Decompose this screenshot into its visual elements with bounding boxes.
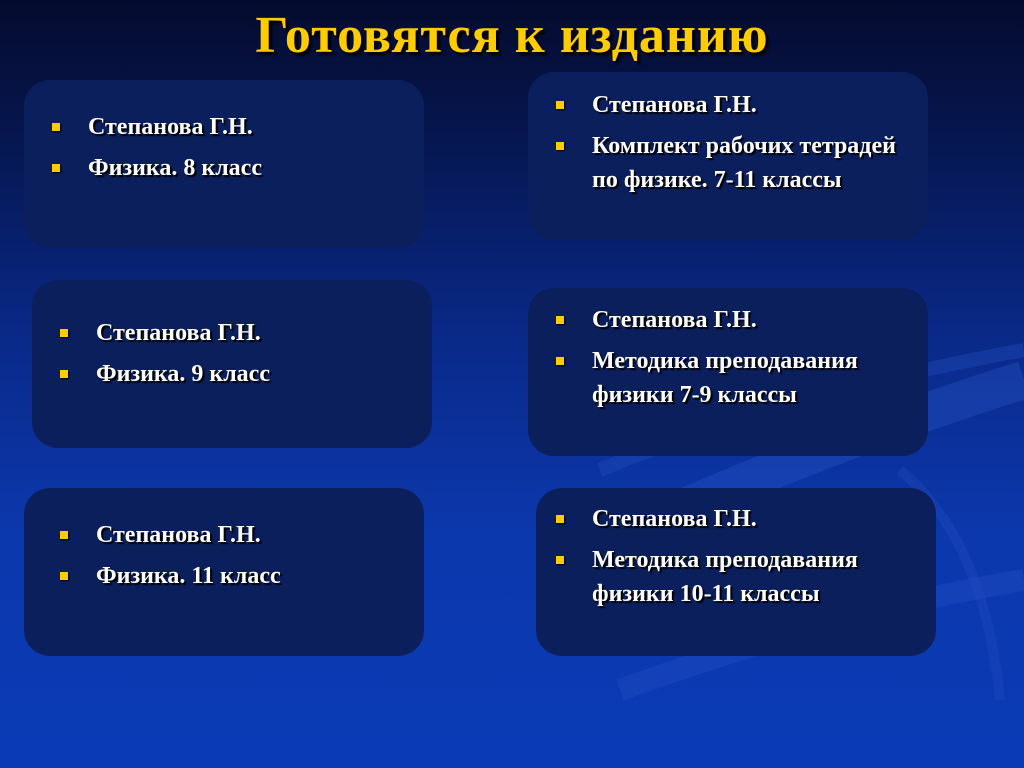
square-bullet-icon [60,572,68,580]
square-bullet-icon [60,329,68,337]
publication-card-workbooks [528,72,928,240]
square-bullet-icon [60,531,68,539]
item-text: Степанова Г.Н. [592,92,757,118]
item-text: Физика. 11 класс [96,563,281,589]
card-list [60,518,410,593]
square-bullet-icon [52,123,60,131]
publication-card-methodology-10-11 [536,488,936,656]
square-bullet-icon [60,370,68,378]
list-item [556,303,914,337]
card-list [60,316,418,391]
square-bullet-icon [52,164,60,172]
card-list [556,303,914,412]
item-text: Комплект рабочих тетрадей по физике. 7-11 классы [592,133,896,193]
card-list [556,502,922,611]
square-bullet-icon [556,142,564,150]
item-text: Методика преподавания физики 10-11 классы [592,547,858,607]
list-item [556,543,922,611]
square-bullet-icon [556,515,564,523]
slide-title: Готовятся к изданию [255,7,769,64]
item-text: Методика преподавания физики 7-9 классы [592,348,858,408]
list-item [60,518,410,552]
list-item [60,559,410,593]
list-item [556,129,914,197]
publication-card-physics-9 [32,280,432,448]
item-text: Степанова Г.Н. [96,522,261,548]
list-item [52,151,410,185]
card-list [556,88,914,197]
square-bullet-icon [556,556,564,564]
item-text: Физика. 9 класс [96,361,270,387]
list-item [60,357,418,391]
item-text: Степанова Г.Н. [96,320,261,346]
item-text: Физика. 8 класс [88,155,262,181]
item-text: Степанова Г.Н. [592,506,757,532]
square-bullet-icon [556,316,564,324]
square-bullet-icon [556,101,564,109]
item-text: Степанова Г.Н. [88,114,253,140]
publication-card-physics-11 [24,488,424,656]
list-item [556,88,914,122]
card-list [52,110,410,185]
item-text: Степанова Г.Н. [592,307,757,333]
square-bullet-icon [556,357,564,365]
list-item [60,316,418,350]
publication-card-methodology-7-9 [528,288,928,456]
list-item [556,502,922,536]
publication-card-physics-8 [24,80,424,248]
list-item [52,110,410,144]
list-item [556,344,914,412]
